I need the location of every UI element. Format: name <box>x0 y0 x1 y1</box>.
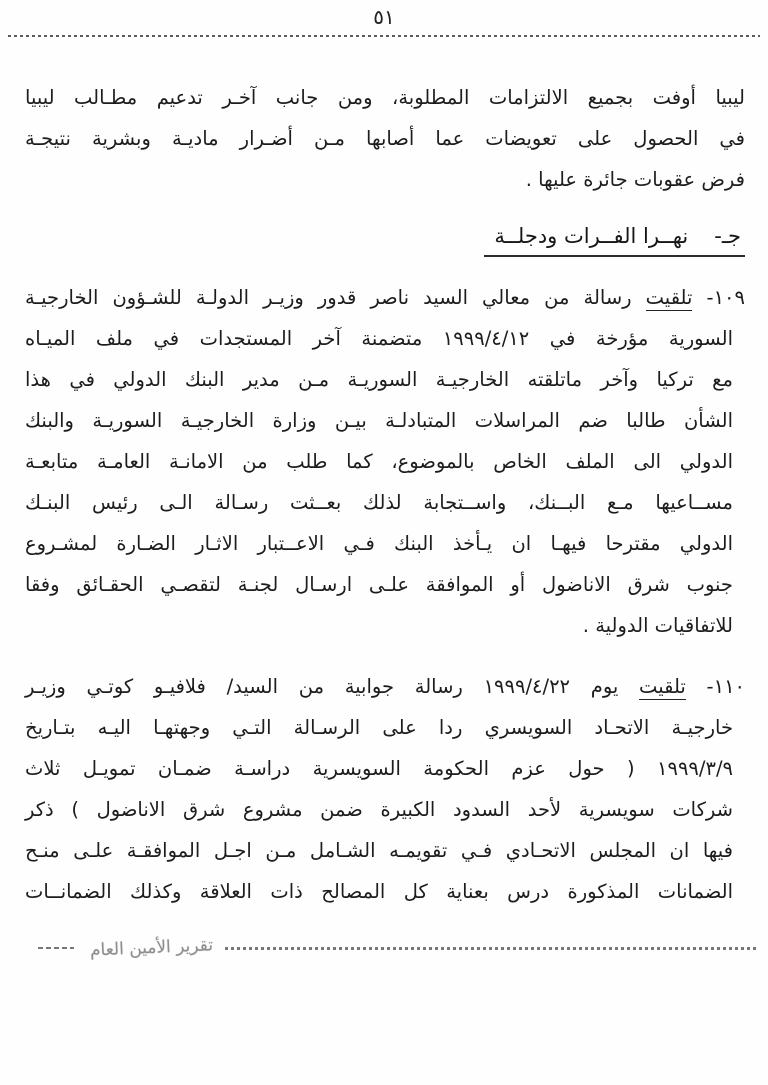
line-text: رسالة من معالي السيد ناصر قدور وزيـر الدولـة للشـؤون الخارجيـة <box>25 286 632 309</box>
text-line: الشأن طالبا ضم المراسلات المتبادلـة بيـن وزارة الخارجيـة السوريـة والبنك <box>25 409 733 432</box>
text-line: في الحصول على تعويضات عما أصابها مـن أضـرار ماديـة وبشرية نتيجـة <box>25 127 745 150</box>
paragraph-109 <box>25 277 745 646</box>
text-line: ليبيا أوفت بجميع الالتزامات المطلوبة، ومن جانب آخـر تدعيم مطـالب ليبيا <box>25 86 745 109</box>
text-line: خارجيـة الاتحـاد السويسري ردا على الرسـالة التـي وجهتهـا اليـه بتـاريخ <box>25 716 733 739</box>
footer-stamp: تقرير الأمين العام <box>89 935 214 961</box>
text-line: مع تركيا وآخر ماتلقته الخارجيـة السوريـة مـن مدير البنك الدولي في هذا <box>25 368 733 391</box>
text-line: جنوب شرق الاناضول أو الموافقة علـى ارسـال لجنـة لتقصـي الحقـائق وفقا <box>25 573 733 596</box>
underlined-word: تلقيت <box>639 675 686 698</box>
text-line: مســاعيها مـع البــنك، واســتجابة لذلك بعــثت رسـالة الـى رئيس البنـك <box>25 491 733 514</box>
page-number: ٥١ <box>373 5 395 29</box>
underlined-word: تلقيت <box>645 286 693 309</box>
section-heading <box>484 224 745 257</box>
text-line <box>25 666 745 707</box>
text-line <box>25 277 745 318</box>
page-footer <box>38 935 758 961</box>
text-line: ١٩٩٩/٣/٩ ( حول عزم الحكومة السويسرية دراسـة ضمـان تمويـل ثلاث <box>25 757 733 780</box>
section-letter: جـ- <box>714 224 741 248</box>
text-line: فرض عقوبات جائرة عليها . <box>525 168 745 191</box>
footer-divider <box>225 947 758 950</box>
text-line: الضمانات المذكورة درس بعناية كل المصالح ذات العلاقة وكذلك الضمانــات <box>25 880 733 903</box>
text-line: فيها ان المجلس الاتحـادي فـي تقويمـه الشـامل مـن اجـل الموافقـة علـى منـح <box>25 839 733 862</box>
text-line: الدولي مقترحا فيهـا ان يـأخذ البنك فـي الاعــتبار الاثـار الضـارة لمشـروع <box>25 532 733 555</box>
text-line: للاتفاقيات الدولية . <box>582 614 733 637</box>
text-line: الدولي الى الملف الخاص بالموضوع، كما طلب من الامانـة العامـة متابعـة <box>25 450 733 473</box>
text-line: شركات سويسرية لأحد السدود الكبيرة ضمن مشروع شرق الاناضول ) ذكر <box>25 798 733 821</box>
line-text: يوم ١٩٩٩/٤/٢٢ رسالة جوابية من السيد/ فلافيـو كوتـي وزيـر <box>25 675 619 698</box>
section-title: نهــرا الفــرات ودجلــة <box>494 224 689 248</box>
paragraph-number: ١١٠- <box>706 675 746 698</box>
top-divider <box>8 35 760 37</box>
text-line: السورية مؤرخة في ١٩٩٩/٤/١٢ متضمنة آخر المستجدات في ملف الميـاه <box>25 327 733 350</box>
paragraph-number: ١٠٩- <box>706 286 745 309</box>
intro-paragraph <box>25 77 745 200</box>
footer-dash <box>38 947 74 949</box>
paragraph-110 <box>25 666 745 912</box>
